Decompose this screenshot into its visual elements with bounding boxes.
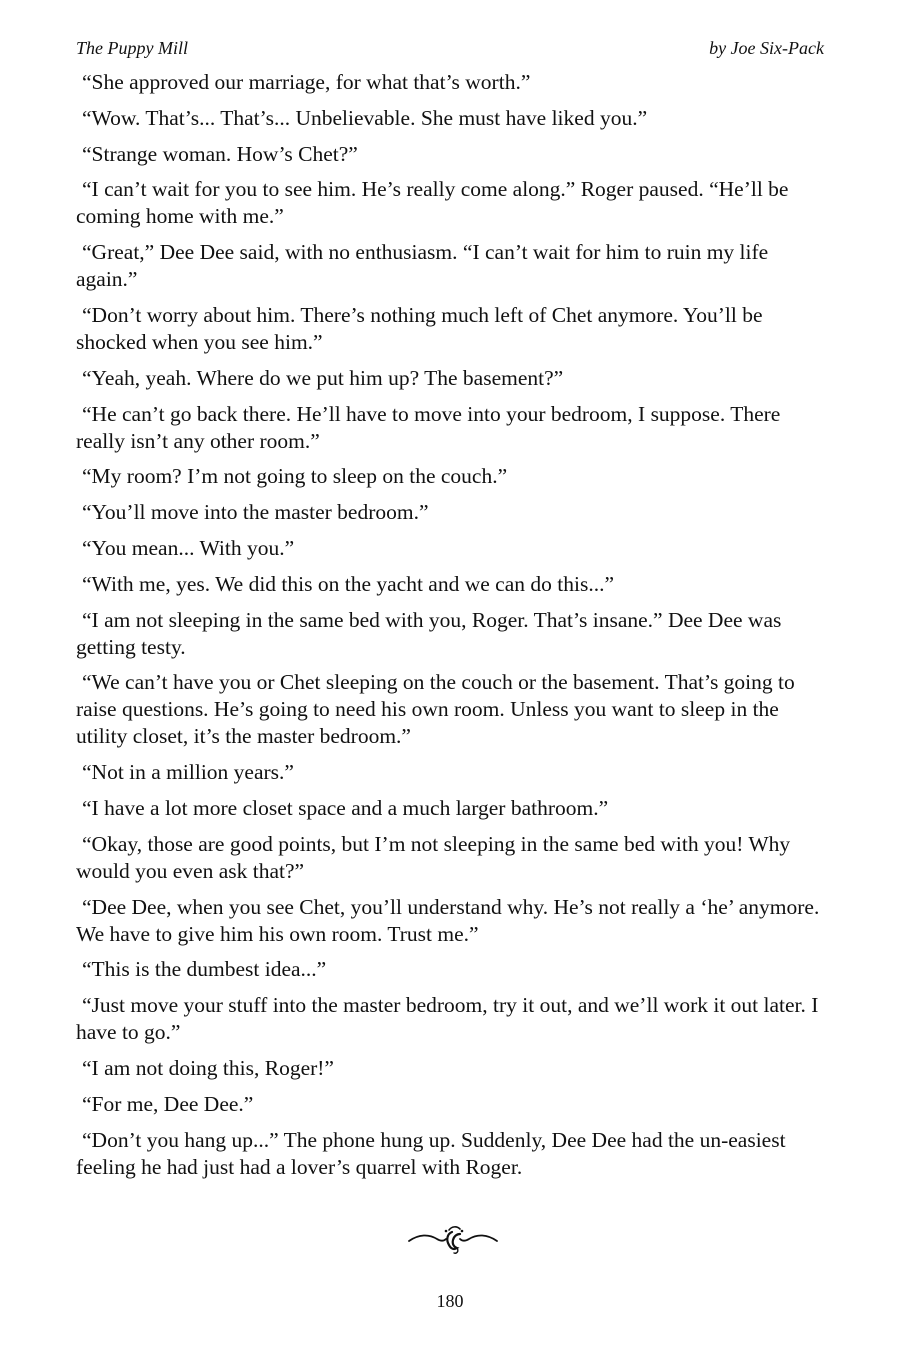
paragraph: “Dee Dee, when you see Chet, you’ll understand why. He’s not really a ‘he’ anymore. We have to give him his own room. Trust me.”	[76, 894, 820, 946]
paragraph: “I have a lot more closet space and a much larger bathroom.”	[82, 795, 609, 820]
author-name: by Joe Six-Pack	[709, 38, 824, 58]
paragraph: “With me, yes. We did this on the yacht and we can do this...”	[82, 571, 614, 596]
paragraph: “Don’t worry about him. There’s nothing much left of Chet anymore. You’ll be shocked when you see him.”	[76, 302, 763, 354]
paragraph: “He can’t go back there. He’ll have to move into your bedroom, I suppose. There really isn’t any other room.”	[76, 401, 781, 453]
paragraph: “Okay, those are good points, but I’m not sleeping in the same bed with you! Why would you even ask that?”	[76, 831, 791, 883]
paragraph: “This is the dumbest idea...”	[82, 957, 327, 982]
paragraph: “Don’t you hang up...” The phone hung up. Suddenly, Dee Dee had the un-easiest feeling he had just had a lover’s quarrel with Roger.	[76, 1127, 786, 1179]
paragraph: “You mean... With you.”	[82, 535, 295, 560]
paragraph: “Just move your stuff into the master bedroom, try it out, and we’ll work it out later. I have to go.”	[76, 993, 819, 1045]
running-header	[76, 37, 824, 59]
paragraph: “We can’t have you or Chet sleeping on the couch or the basement. That’s going to raise questions. He’s going to need his own room. Unless you want to sleep in the utility closet, it’s the master bedroom.”	[76, 670, 795, 749]
paragraph: “Yeah, yeah. Where do we put him up? The basement?”	[82, 365, 564, 390]
scroll-flourish-icon	[405, 1222, 501, 1256]
paragraph: “Strange woman. How’s Chet?”	[82, 141, 358, 166]
paragraph: “You’ll move into the master bedroom.”	[82, 500, 429, 525]
paragraph: “Not in a million years.”	[82, 760, 294, 785]
paragraph: “My room? I’m not going to sleep on the couch.”	[82, 464, 508, 489]
paragraph: “I can’t wait for you to see him. He’s really come along.” Roger paused. “He’ll be coming home with me.”	[76, 177, 789, 229]
paragraph: “For me, Dee Dee.”	[82, 1091, 254, 1116]
body-text	[76, 69, 826, 1189]
paragraph: “I am not sleeping in the same bed with you, Roger. That’s insane.” Dee Dee was getting testy.	[76, 607, 782, 659]
book-title: The Puppy Mill	[76, 38, 188, 58]
paragraph: “Wow. That’s... That’s... Unbelievable. She must have liked you.”	[82, 105, 648, 130]
paragraph: “I am not doing this, Roger!”	[82, 1055, 334, 1080]
paragraph: “She approved our marriage, for what that’s worth.”	[82, 70, 531, 94]
page-number: 180	[436, 1291, 464, 1311]
paragraph: “Great,” Dee Dee said, with no enthusiasm. “I can’t wait for him to ruin my life again.”	[76, 240, 769, 292]
